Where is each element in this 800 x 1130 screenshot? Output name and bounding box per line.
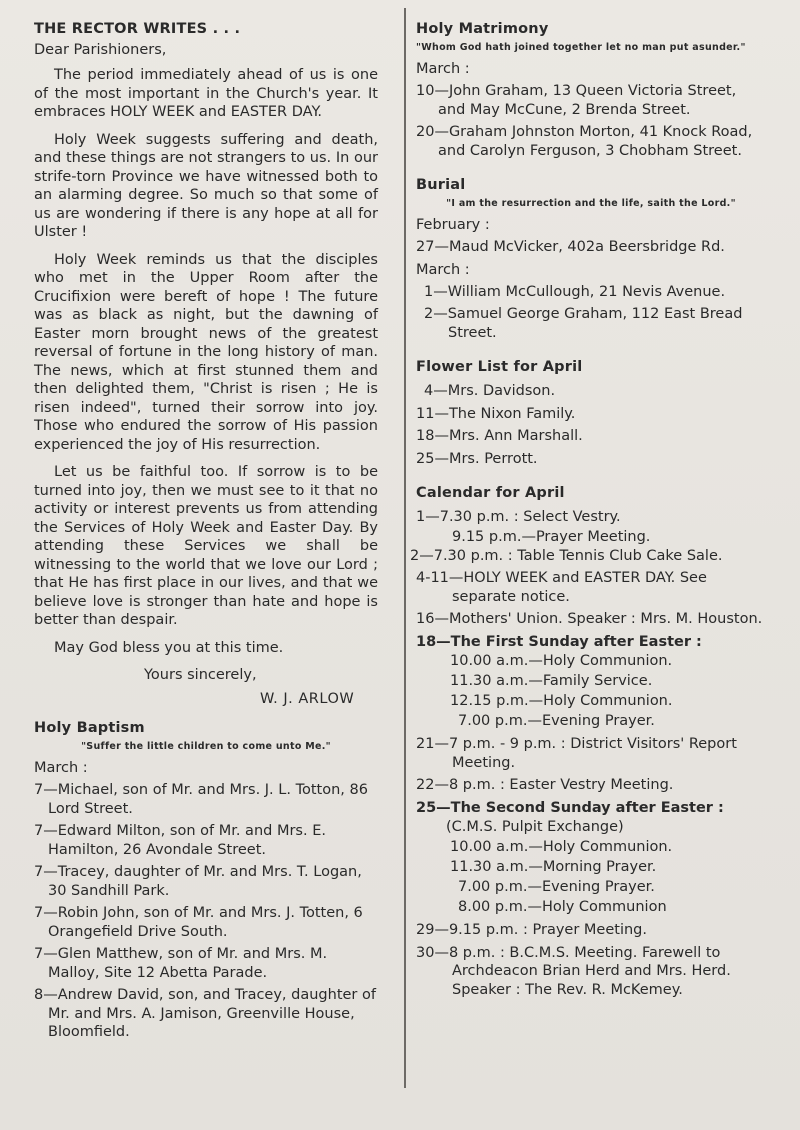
calendar-subitem: (C.M.S. Pulpit Exchange) [446,819,624,835]
right-column [410,18,766,1003]
paragraph-4: Let us be faithful too. If sorrow is to be turned into joy, then we must see to it that no activity or interest prevents us from attending the Services of Holy Week and Easter Day. By attending these Services we shall be witnessing to the world that we love our Lord ; that He has first place in our lives, and that we believe love is stronger than hate and hope is better than despair. [34,464,378,628]
burial-heading: Burial [416,177,466,193]
baptism-entry: 7—Robin John, son of Mr. and Mrs. J. Totten, 6 Orangefield Drive South. [34,905,363,940]
calendar-entry: 29—9.15 p.m. : Prayer Meeting. [416,922,647,938]
baptism-entry: 7—Edward Milton, son of Mr. and Mrs. E. Hamilton, 26 Avondale Street. [34,823,326,858]
paragraph-3: Holy Week reminds us that the disciples who met in the Upper Room after the Crucifixion were bereft of hope ! The future was as black as night, but the dawning of Easter morn brought news of the greatest reversal of fortune in the long history of man. The news, which at first stunned them and then delighted them, "Christ is risen ; He is risen indeed", turned their sorrow into joy. Those who endured the sorrow of His passion experienced the joy of His resurrection. [34,251,378,453]
column-divider [404,8,406,1088]
calendar-subitem: 10.00 a.m.—Holy Communion. [450,839,673,855]
signature: W. J. ARLOW [260,691,355,707]
flower-section [416,356,766,468]
calendar-entry: 4-11—HOLY WEEK and EASTER DAY. See separate notice. [416,570,707,605]
calendar-entry: 16—Mothers' Union. Speaker : Mrs. M. Houston. [416,611,763,627]
calendar-entry: 21—7 p.m. - 9 p.m. : District Visitors' Report Meeting. [416,736,737,771]
burial-entry: 27—Maud McVicker, 402a Beersbridge Rd. [416,239,725,255]
burial-entry: 1—William McCullough, 21 Nevis Avenue. [424,283,726,300]
baptism-entry: 7—Michael, son of Mr. and Mrs. J. L. Totton, 86 Lord Street. [34,782,368,817]
flower-entry: 4—Mrs. Davidson. [424,383,556,399]
burial-entry: 2—Samuel George Graham, 112 East Bread Street. [424,306,743,341]
calendar-entry: 22—8 p.m. : Easter Vestry Meeting. [416,777,674,793]
burial-month-feb: February : [416,217,490,233]
matrimony-section [416,18,766,160]
calendar-subitem: 11.30 a.m.—Morning Prayer. [450,859,657,875]
flower-entry: 11—The Nixon Family. [416,405,576,422]
flower-entry: 25—Mrs. Perrott. [416,450,538,467]
calendar-subitem: 9.15 p.m.—Prayer Meeting. [452,528,651,545]
matrimony-month: March : [416,61,470,77]
matrimony-quote: "Whom God hath joined together let no man put asunder." [416,42,746,53]
baptism-entry: 7—Glen Matthew, son of Mr. and Mrs. M. Malloy, Site 12 Abetta Parade. [34,946,328,981]
calendar-subitem: 10.00 a.m.—Holy Communion. [450,653,673,669]
calendar-entry: 30—8 p.m. : B.C.M.S. Meeting. Farewell to Archdeacon Brian Herd and Mrs. Herd. Speaker : The Rev. R. McKemey. [416,944,731,998]
paragraph-2: Holy Week suggests suffering and death, and these things are not strangers to us. In our strife-torn Province we have witnessed both to an alarming degree. So much so that some of us are wondering if there is any hope at all for Ulster ! [34,131,378,240]
calendar-entry: 1—7.30 p.m. : Select Vestry. [416,509,621,525]
calendar-subitem: 8.00 p.m.—Holy Communion [458,899,667,915]
baptism-entry: 7—Tracey, daughter of Mr. and Mrs. T. Logan, 30 Sandhill Park. [34,864,362,899]
calendar-subitem: 7.00 p.m.—Evening Prayer. [458,713,655,729]
baptism-quote: "Suffer the little children to come unto Me." [81,741,331,752]
flower-heading: Flower List for April [416,359,583,375]
matrimony-entry: 10—John Graham, 13 Queen Victoria Street, and May McCune, 2 Brenda Street. [416,83,737,118]
greeting: Dear Parishioners, [34,42,167,58]
calendar-heading: Calendar for April [416,485,565,501]
calendar-entry: 18—The First Sunday after Easter : [416,633,702,650]
matrimony-heading: Holy Matrimony [416,21,549,37]
burial-quote: "I am the resurrection and the life, saith the Lord." [446,198,736,209]
calendar-subitem: 11.30 a.m.—Family Service. [450,673,653,689]
calendar-entry: 2—7.30 p.m. : Table Tennis Club Cake Sale. [410,547,723,564]
burial-section [416,174,766,342]
baptism-section [34,717,378,1042]
baptism-month: March : [34,760,88,776]
yours-sincerely: Yours sincerely, [144,667,257,683]
baptism-heading: Holy Baptism [34,720,145,736]
matrimony-entry: 20—Graham Johnston Morton, 41 Knock Road, and Carolyn Ferguson, 3 Chobham Street. [416,124,753,159]
calendar-subitem: 7.00 p.m.—Evening Prayer. [458,879,655,895]
calendar-section [410,482,766,999]
burial-month-mar: March : [416,261,470,278]
paragraph-1: The period immediately ahead of us is one of the most important in the Church's year. It embraces HOLY WEEK and EASTER DAY. [34,67,378,120]
paragraph-5: May God bless you at this time. [54,639,284,656]
left-column [34,18,378,1046]
baptism-entry: 8—Andrew David, son, and Tracey, daughter of Mr. and Mrs. A. Jamison, Greenville House, Bloomfield. [34,987,376,1040]
rector-heading: THE RECTOR WRITES . . . [34,21,241,37]
calendar-entry: 25—The Second Sunday after Easter : [416,799,724,816]
calendar-subitem: 12.15 p.m.—Holy Communion. [450,693,673,709]
flower-entry: 18—Mrs. Ann Marshall. [416,428,583,444]
